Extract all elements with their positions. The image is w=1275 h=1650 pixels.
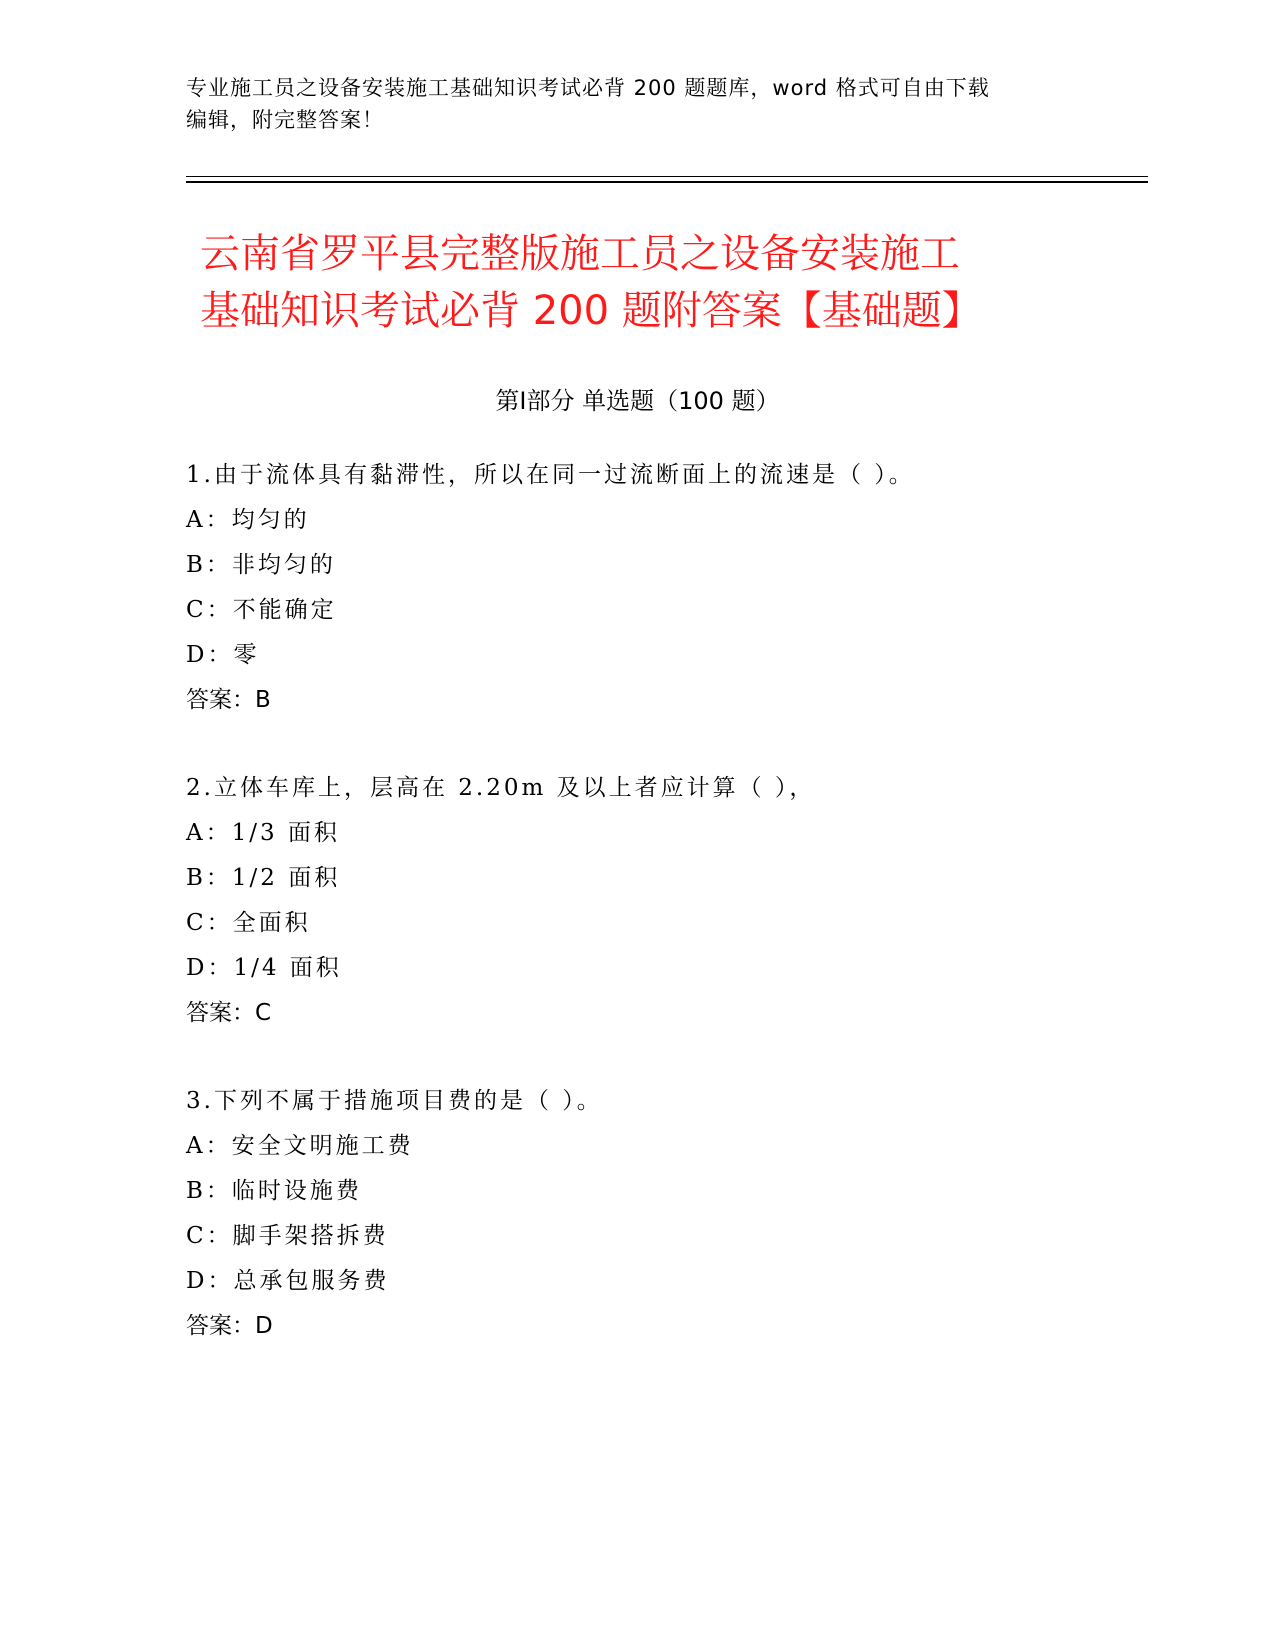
header-divider-thin [186,176,1148,177]
option-c: C：脚手架搭拆费 [186,1223,389,1249]
header-note-line-1: 专业施工员之设备安装施工基础知识考试必背 200 题题库，word 格式可自由下载 [186,76,990,100]
question-stem: 3.下列不属于措施项目费的是（ ）。 [186,1088,603,1114]
option-b: B：非均匀的 [186,552,336,578]
document-title-line-2: 基础知识考试必背 200 题附答案【基础题】 [200,288,982,334]
question-2 [186,766,1146,1036]
header-note-line-2: 编辑，附完整答案！ [186,108,384,132]
option-b: B：1/2 面积 [186,865,341,891]
answer: 答案：C [186,1000,272,1026]
option-c: C：不能确定 [186,597,337,623]
header-divider-thick [186,181,1148,183]
document-title [200,226,1100,340]
option-a: A：1/3 面积 [186,820,340,846]
answer: 答案：B [186,687,271,713]
answer: 答案：D [186,1313,273,1339]
option-a: A：安全文明施工费 [186,1133,414,1159]
option-b: B：临时设施费 [186,1178,362,1204]
section-heading: 第Ⅰ部分 单选题（100 题） [495,387,780,415]
question-stem: 2.立体车库上，层高在 2.20m 及以上者应计算（ ）， [186,775,816,801]
question-3 [186,1079,1146,1349]
question-1 [186,453,1146,723]
option-d: D：1/4 面积 [186,955,342,981]
option-d: D：总承包服务费 [186,1268,390,1294]
header-note [186,72,1086,136]
document-title-line-1: 云南省罗平县完整版施工员之设备安装施工 [200,231,960,277]
question-stem: 1.由于流体具有黏滞性，所以在同一过流断面上的流速是（ ）。 [186,462,915,488]
option-d: D：零 [186,642,260,668]
option-a: A：均匀的 [186,507,310,533]
option-c: C：全面积 [186,910,311,936]
